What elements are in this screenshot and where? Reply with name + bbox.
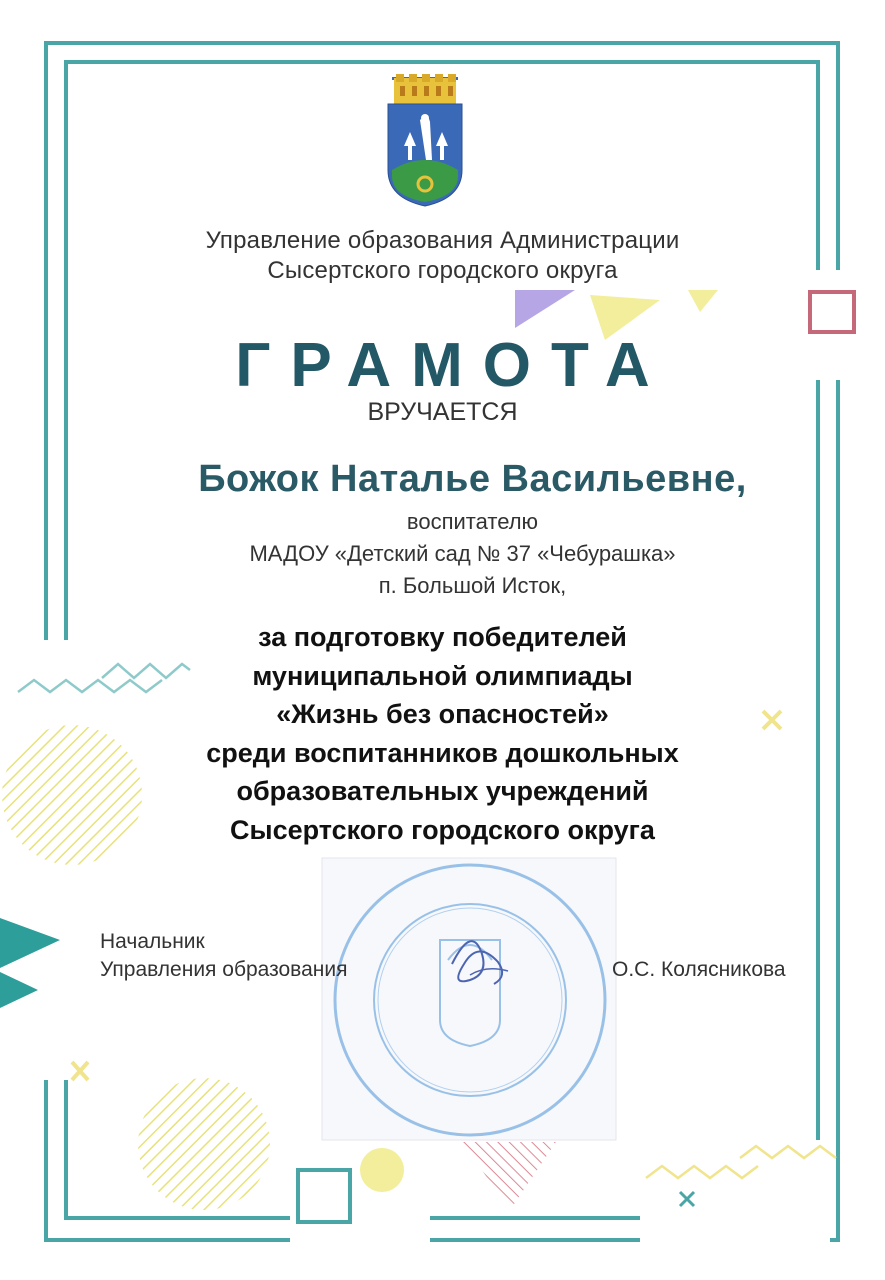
purple-triangle bbox=[515, 290, 575, 328]
org-line-2: Сысертского городского округа bbox=[267, 257, 618, 284]
reason-line: «Жизнь без опасностей» bbox=[276, 699, 609, 729]
org-line-1: Управление образования Администрации bbox=[205, 227, 680, 254]
position-line-1: воспитателю bbox=[406, 509, 539, 534]
position-line-3: п. Большой Исток, bbox=[378, 573, 567, 598]
reason-line: среди воспитанников дошкольных bbox=[206, 737, 679, 768]
hatched-circle-bottom bbox=[138, 1078, 270, 1210]
yellow-dot bbox=[360, 1148, 404, 1192]
position-line-2: МАДОУ «Детский сад № 37 «Чебурашка» bbox=[249, 541, 676, 566]
signer-title bbox=[100, 928, 347, 984]
reason-line: муниципальной олимпиады bbox=[252, 660, 633, 691]
recipient-name: Божок Наталье Васильевне, bbox=[198, 458, 747, 500]
official-stamp bbox=[322, 858, 616, 1140]
signer-name: О.С. Колясникова bbox=[612, 958, 786, 981]
reason-line: за подготовку победителей bbox=[258, 622, 627, 652]
document-title: ГРАМОТА bbox=[235, 331, 670, 400]
signer-title-line-2: Управления образования bbox=[100, 958, 348, 981]
yellow-triangle-small bbox=[688, 290, 718, 312]
issuing-organization bbox=[0, 226, 885, 286]
signer-title-line-1: Начальник bbox=[100, 930, 205, 953]
reason-line: образовательных учреждений bbox=[236, 776, 649, 806]
award-reason bbox=[0, 618, 885, 849]
hatched-triangle bbox=[462, 1142, 556, 1210]
awarded-label: ВРУЧАЕТСЯ bbox=[367, 398, 518, 426]
coat-of-arms-emblem bbox=[388, 74, 462, 206]
reason-line: Сысертского городского округа bbox=[230, 814, 655, 845]
